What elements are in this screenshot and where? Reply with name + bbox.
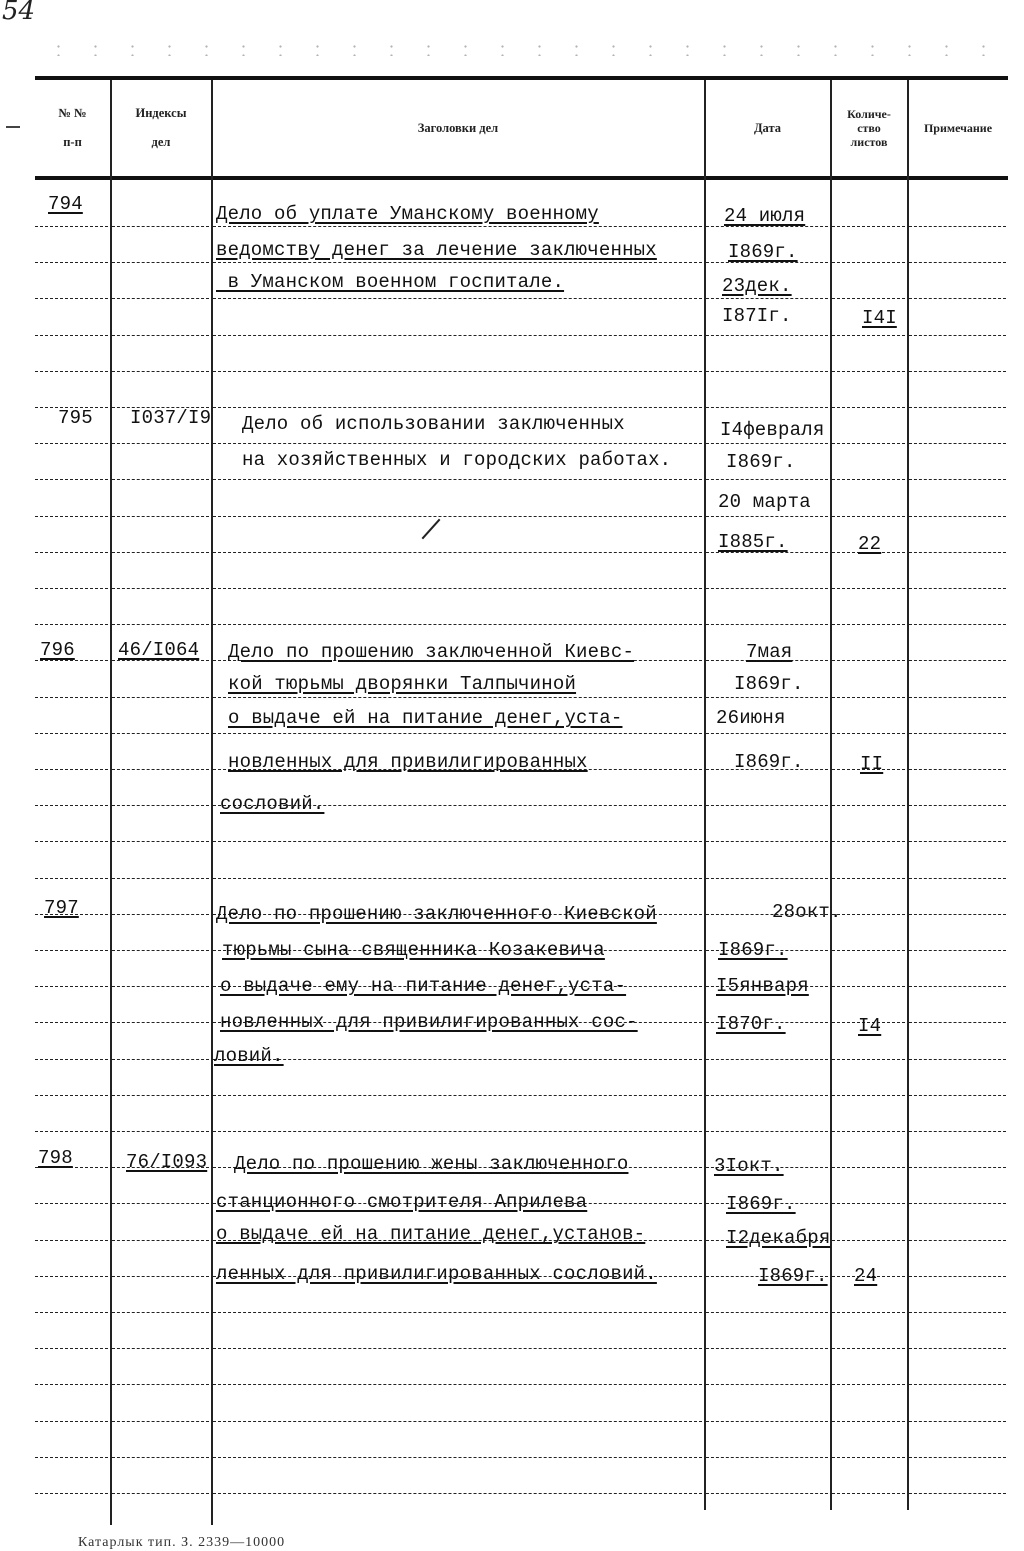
ruled-line	[213, 1348, 702, 1349]
ruled-line	[706, 1384, 828, 1385]
ruled-line	[909, 262, 1006, 263]
sheet-count: 22	[858, 533, 882, 555]
ruled-line	[112, 262, 209, 263]
ruled-line	[832, 443, 905, 444]
date-line: I869г.	[734, 673, 804, 695]
ruled-line	[112, 226, 209, 227]
ruled-line	[35, 950, 108, 951]
ruled-line	[832, 371, 905, 372]
date-line: 7мая	[746, 641, 793, 663]
ruled-line	[706, 1095, 828, 1096]
ruled-line	[909, 841, 1006, 842]
ruled-line	[706, 1348, 828, 1349]
title-line: станционного смотрителя Априлева	[216, 1191, 588, 1213]
ruled-line	[35, 1022, 108, 1023]
margin-mark	[6, 126, 20, 128]
date-line: 26июня	[716, 707, 786, 729]
ruled-line	[35, 552, 108, 553]
ruled-line	[832, 1095, 905, 1096]
ruled-line	[213, 516, 702, 517]
ruled-line	[35, 262, 108, 263]
ruled-line	[909, 660, 1006, 661]
ruled-line	[213, 697, 702, 698]
entry-number: 795	[58, 407, 93, 429]
ruled-line	[35, 479, 108, 480]
ruled-line	[832, 1493, 905, 1494]
header-date	[705, 80, 830, 176]
date-line: 3Iокт.	[714, 1155, 784, 1177]
title-line: о выдаче ей на питание денег,уста-	[228, 707, 623, 729]
ruled-line	[112, 552, 209, 553]
ruled-line	[832, 1240, 905, 1241]
title-line: о выдаче ему на питание денег,уста-	[220, 975, 627, 997]
ruled-line	[832, 479, 905, 480]
title-line: на хозяйственных и городских работах.	[242, 449, 672, 471]
table-header-rule	[35, 176, 1008, 180]
ruled-line	[706, 697, 828, 698]
column-divider-2	[211, 80, 213, 1525]
ruled-line	[213, 262, 702, 263]
ruled-line	[706, 841, 828, 842]
ruled-line	[112, 1131, 209, 1132]
ruled-line	[832, 1059, 905, 1060]
ruled-line	[213, 1384, 702, 1385]
ruled-line	[832, 805, 905, 806]
title-line: ленных для привилигированных сословий.	[216, 1263, 657, 1285]
ruled-line	[112, 950, 209, 951]
ruled-line	[35, 1348, 108, 1349]
title-line: сословий.	[220, 793, 325, 815]
ruled-line	[35, 298, 108, 299]
ruled-line	[909, 371, 1006, 372]
date-line: I4февраля	[720, 419, 825, 441]
ruled-line	[832, 733, 905, 734]
ruled-line	[112, 986, 209, 987]
ruled-line	[35, 1095, 108, 1096]
page-number-mark: 54	[2, 0, 36, 26]
case-index: 46/I064	[118, 639, 200, 661]
date-line: I5января	[716, 975, 809, 997]
ruled-line	[112, 624, 209, 625]
ruled-line	[909, 914, 1006, 915]
ruled-line	[909, 1457, 1006, 1458]
ruled-line	[35, 805, 108, 806]
ruled-line	[112, 1203, 209, 1204]
ruled-line	[112, 914, 209, 915]
ruled-line	[909, 443, 1006, 444]
ruled-line	[832, 1384, 905, 1385]
ruled-line	[213, 1312, 702, 1313]
ruled-line	[706, 588, 828, 589]
ruled-line	[112, 697, 209, 698]
ruled-line	[832, 986, 905, 987]
header-sheets-line2: ство	[857, 121, 881, 135]
ruled-line	[706, 443, 828, 444]
ruled-line	[213, 1493, 702, 1494]
ruled-line	[706, 1421, 828, 1422]
ruled-line	[35, 769, 108, 770]
date-line: I87Iг.	[722, 305, 792, 327]
column-divider-1	[110, 80, 112, 1525]
ruled-line	[213, 552, 702, 553]
ruled-line	[909, 1095, 1006, 1096]
ruled-line	[909, 552, 1006, 553]
ruled-line	[832, 262, 905, 263]
date-line: I869г.	[726, 451, 796, 473]
ruled-line	[35, 1457, 108, 1458]
ruled-line	[112, 1421, 209, 1422]
ruled-line	[832, 588, 905, 589]
ruled-line	[832, 407, 905, 408]
ruled-line	[35, 1059, 108, 1060]
ruled-line	[909, 733, 1006, 734]
ruled-line	[909, 624, 1006, 625]
ruled-line	[35, 1131, 108, 1132]
ruled-line	[112, 1312, 209, 1313]
ruled-line	[832, 226, 905, 227]
ruled-line	[832, 1421, 905, 1422]
title-line: Дело об использовании заключенных	[242, 413, 625, 435]
pen-stroke-mark	[422, 519, 441, 540]
ruled-line	[35, 1276, 108, 1277]
ruled-line	[213, 1095, 702, 1096]
ruled-line	[213, 878, 702, 879]
date-line: I870г.	[716, 1013, 786, 1035]
ruled-line	[35, 697, 108, 698]
header-number-line2: п-п	[63, 135, 82, 149]
date-line: I2декабря	[726, 1227, 831, 1249]
ruled-line	[909, 1131, 1006, 1132]
title-line: Дело по прошению жены заключенного	[234, 1153, 629, 1175]
ruled-line	[706, 1059, 828, 1060]
scan-noise	[40, 42, 1000, 56]
header-sheets-line1: Количе-	[847, 107, 891, 121]
ruled-line	[35, 1384, 108, 1385]
ruled-line	[706, 624, 828, 625]
title-line: новленных для привилигированных сос-	[220, 1011, 638, 1033]
ruled-line	[909, 1384, 1006, 1385]
ruled-line	[909, 1203, 1006, 1204]
ruled-line	[112, 1457, 209, 1458]
ruled-line	[706, 516, 828, 517]
title-line: ловий.	[214, 1045, 284, 1067]
ruled-line	[213, 841, 702, 842]
ruled-line	[112, 1022, 209, 1023]
ruled-line	[112, 805, 209, 806]
ruled-line	[213, 624, 702, 625]
entry-number: 798	[38, 1147, 73, 1169]
ruled-line	[706, 805, 828, 806]
sheet-count: II	[860, 753, 884, 775]
ruled-line	[706, 878, 828, 879]
title-line: ведомству денег за лечение заключенных	[216, 239, 657, 261]
ruled-line	[35, 1240, 108, 1241]
ruled-line	[909, 407, 1006, 408]
entry-number: 794	[48, 193, 83, 215]
header-number-line1: № №	[58, 106, 87, 120]
ruled-line	[213, 371, 702, 372]
ruled-line	[112, 1493, 209, 1494]
ruled-line	[112, 516, 209, 517]
date-line: 28окт.	[772, 901, 842, 923]
header-title-label: Заголовки дел	[417, 120, 499, 135]
ruled-line	[832, 697, 905, 698]
ruled-line	[112, 733, 209, 734]
ruled-line	[112, 769, 209, 770]
ruled-line	[909, 950, 1006, 951]
ruled-line	[35, 443, 108, 444]
ruled-line	[35, 335, 108, 336]
header-index-line2: дел	[151, 135, 171, 149]
date-line: I869г.	[758, 1265, 828, 1287]
ruled-line	[213, 1421, 702, 1422]
header-sheets	[831, 80, 907, 176]
ruled-line	[832, 624, 905, 625]
ruled-line	[112, 878, 209, 879]
ruled-line	[706, 335, 828, 336]
ruled-line	[706, 298, 828, 299]
ruled-line	[909, 878, 1006, 879]
date-line: I869г.	[726, 1193, 796, 1215]
ruled-line	[213, 335, 702, 336]
header-index	[111, 80, 211, 176]
title-line: Дело по прошению заключенной Киевс-	[228, 641, 635, 663]
ruled-line	[909, 1493, 1006, 1494]
title-line: Дело об уплате Уманскому военному	[216, 203, 599, 225]
title-line: Дело по прошению заключенного Киевской	[216, 903, 657, 925]
ruled-line	[909, 588, 1006, 589]
ruled-line	[909, 335, 1006, 336]
case-index: 76/I093	[126, 1151, 208, 1173]
header-note	[908, 80, 1008, 176]
printer-imprint: Катарлык тип. З. 2339—10000	[78, 1535, 286, 1550]
ruled-line	[909, 986, 1006, 987]
ruled-line	[832, 1348, 905, 1349]
ruled-line	[909, 1167, 1006, 1168]
ruled-line	[112, 335, 209, 336]
ruled-line	[706, 371, 828, 372]
ruled-line	[706, 479, 828, 480]
ruled-line	[35, 624, 108, 625]
ruled-line	[112, 443, 209, 444]
sheet-count: I4	[858, 1015, 882, 1037]
ruled-line	[213, 1059, 702, 1060]
header-note-label: Примечание	[923, 120, 993, 135]
header-number	[35, 80, 110, 176]
ruled-line	[909, 1059, 1006, 1060]
date-line: 23дек.	[722, 275, 792, 297]
ruled-line	[706, 733, 828, 734]
title-line: тюрьмы сына священника Козакевича	[222, 939, 605, 961]
header-index-line1: Индексы	[135, 106, 187, 120]
ruled-line	[112, 298, 209, 299]
ruled-line	[35, 1421, 108, 1422]
ruled-line	[909, 479, 1006, 480]
date-line: 20 марта	[718, 491, 811, 513]
ruled-line	[35, 878, 108, 879]
ruled-line	[112, 1276, 209, 1277]
ruled-line	[213, 1457, 702, 1458]
case-index: I037/I9	[130, 407, 212, 429]
ruled-line	[706, 407, 828, 408]
entry-number: 797	[44, 897, 79, 919]
ruled-line	[112, 1348, 209, 1349]
ruled-line	[706, 1457, 828, 1458]
date-line: 24 июля	[724, 205, 806, 227]
title-line: кой тюрьмы дворянки Талпычиной	[228, 673, 577, 695]
ruled-line	[909, 1240, 1006, 1241]
title-line: о выдаче ей на питание денег,установ-	[216, 1223, 646, 1245]
ruled-line	[832, 335, 905, 336]
date-line: I885г.	[718, 531, 788, 553]
ruled-line	[213, 733, 702, 734]
column-divider-3	[704, 80, 706, 1510]
ruled-line	[213, 1131, 702, 1132]
ruled-line	[832, 1131, 905, 1132]
ruled-line	[35, 588, 108, 589]
ruled-line	[832, 516, 905, 517]
ruled-line	[112, 841, 209, 842]
ruled-line	[909, 805, 1006, 806]
ruled-line	[213, 407, 702, 408]
ruled-line	[832, 914, 905, 915]
ruled-line	[909, 1348, 1006, 1349]
ruled-line	[112, 1384, 209, 1385]
entry-number: 796	[40, 639, 75, 661]
ruled-line	[213, 226, 702, 227]
ruled-line	[832, 1457, 905, 1458]
ruled-line	[35, 986, 108, 987]
ruled-line	[112, 588, 209, 589]
sheet-count: I4I	[862, 307, 897, 329]
ruled-line	[35, 226, 108, 227]
ruled-line	[706, 1493, 828, 1494]
ruled-line	[706, 1312, 828, 1313]
ruled-line	[832, 878, 905, 879]
ruled-line	[909, 516, 1006, 517]
ruled-line	[909, 697, 1006, 698]
ruled-line	[832, 1203, 905, 1204]
ruled-line	[35, 1203, 108, 1204]
date-line: I869г.	[718, 939, 788, 961]
ruled-line	[832, 841, 905, 842]
sheet-count: 24	[854, 1265, 878, 1287]
ruled-line	[35, 371, 108, 372]
header-title	[212, 80, 704, 176]
ruled-line	[112, 371, 209, 372]
date-line: I869г.	[728, 241, 798, 263]
ruled-line	[909, 1421, 1006, 1422]
ruled-line	[909, 769, 1006, 770]
ruled-line	[832, 298, 905, 299]
ruled-line	[832, 950, 905, 951]
title-line: в Уманском военном госпитале.	[216, 271, 565, 293]
ruled-line	[112, 1240, 209, 1241]
ruled-line	[909, 226, 1006, 227]
ruled-line	[213, 298, 702, 299]
ruled-line	[213, 479, 702, 480]
column-divider-4	[830, 80, 832, 1510]
ruled-line	[35, 733, 108, 734]
ruled-line	[832, 660, 905, 661]
ruled-line	[112, 479, 209, 480]
ruled-line	[213, 443, 702, 444]
header-sheets-line3: листов	[850, 135, 888, 149]
ruled-line	[35, 516, 108, 517]
ruled-line	[909, 1276, 1006, 1277]
ruled-line	[112, 1095, 209, 1096]
title-line: новленных для привилигированных	[228, 751, 588, 773]
column-divider-5	[907, 80, 909, 1510]
ruled-line	[35, 1493, 108, 1494]
ruled-line	[909, 298, 1006, 299]
ruled-line	[909, 1022, 1006, 1023]
ruled-line	[35, 1312, 108, 1313]
ruled-line	[832, 1167, 905, 1168]
date-line: I869г.	[734, 751, 804, 773]
ruled-line	[213, 588, 702, 589]
ruled-line	[35, 841, 108, 842]
ruled-line	[832, 1312, 905, 1313]
ruled-line	[112, 1059, 209, 1060]
ruled-line	[909, 1312, 1006, 1313]
ruled-line	[706, 1131, 828, 1132]
header-date-label: Дата	[753, 120, 782, 135]
